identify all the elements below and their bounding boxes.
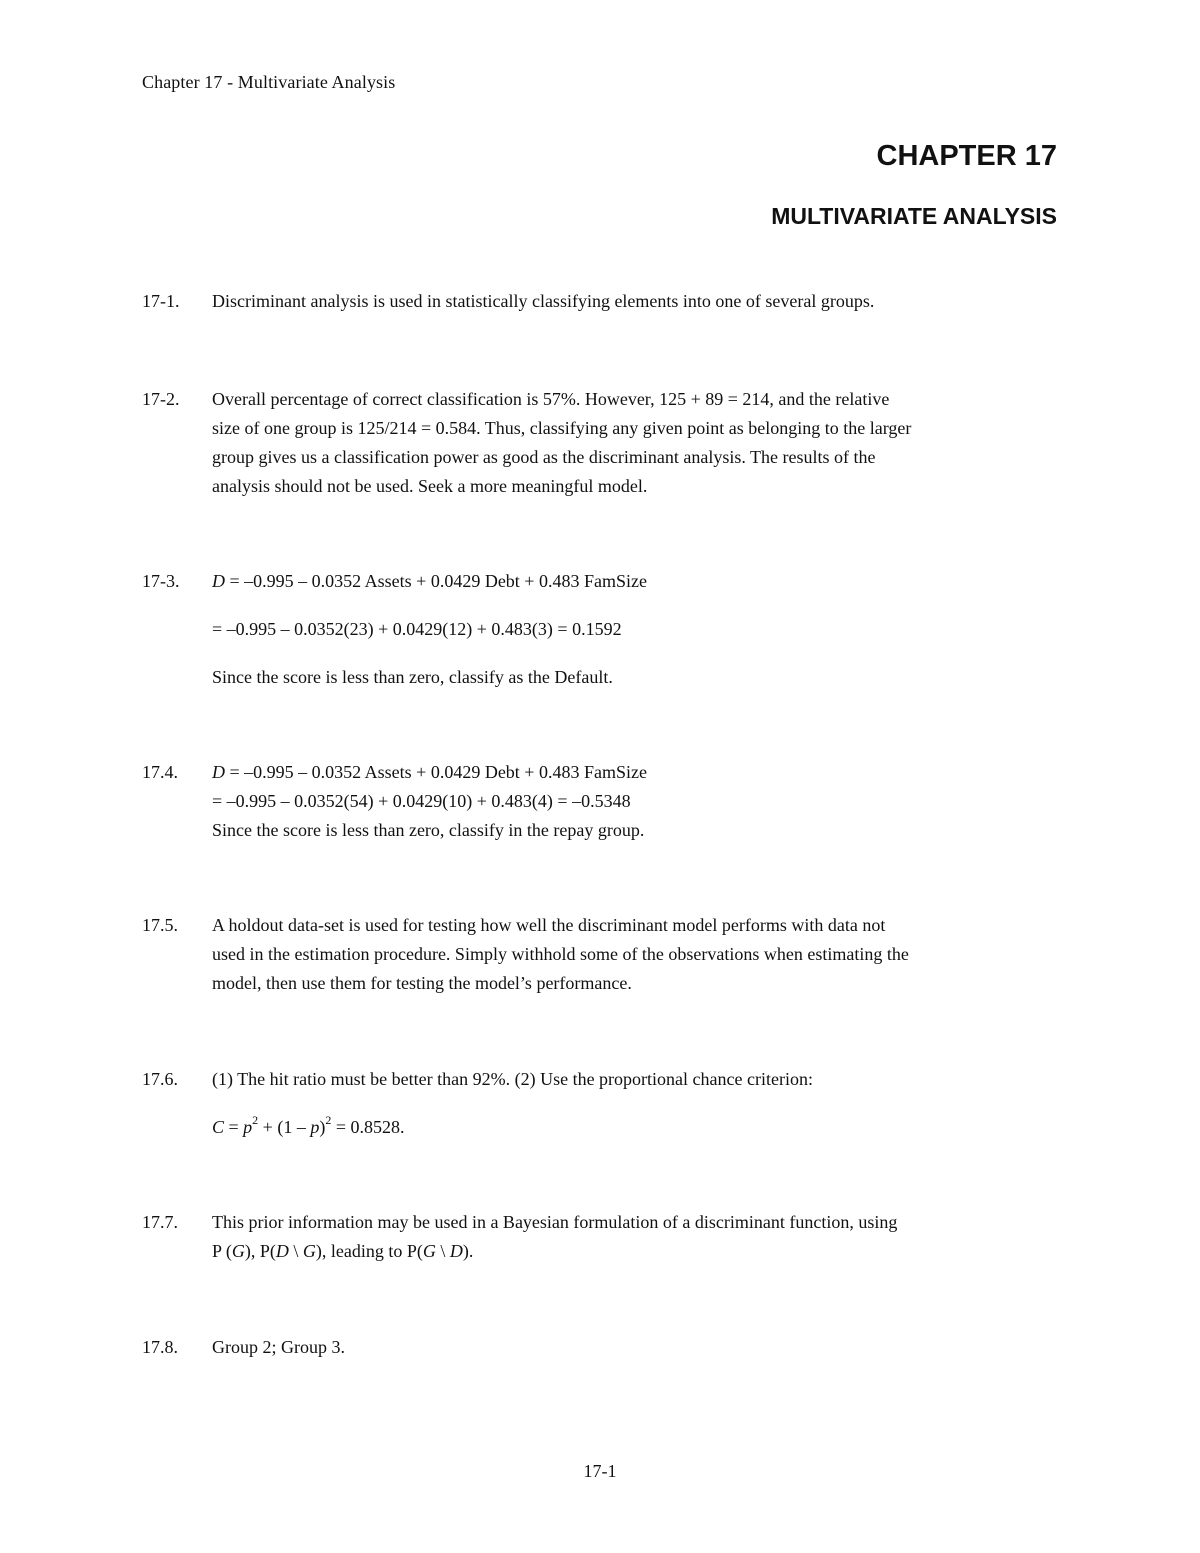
formula-equals: = xyxy=(224,1117,244,1137)
text-fragment: ), P( xyxy=(244,1241,276,1261)
answer-line: Overall percentage of correct classification is 57%. However, 125 + 89 = 214, and the relative xyxy=(212,389,890,409)
problem-number: 17.6. xyxy=(142,1069,178,1089)
problem-number: 17-1. xyxy=(142,291,180,311)
variable-p: p xyxy=(243,1117,253,1137)
variable-d: D xyxy=(275,1241,289,1261)
equation-line xyxy=(212,567,1062,596)
problem-number: 17-3. xyxy=(142,571,180,591)
variable-d: D xyxy=(449,1241,463,1261)
variable-d: D xyxy=(212,762,225,782)
problem-number: 17.8. xyxy=(142,1337,178,1357)
variable-p: p xyxy=(310,1117,320,1137)
formula-line xyxy=(212,1113,1062,1142)
exponent: 2 xyxy=(325,1113,332,1127)
equation-text: = –0.995 – 0.0352 Assets + 0.0429 Debt + 0.483 FamSize xyxy=(225,762,647,782)
formula-result: = 0.8528. xyxy=(331,1117,405,1137)
problem-body xyxy=(212,1065,1062,1142)
running-header: Chapter 17 - Multivariate Analysis xyxy=(142,72,396,92)
problem-17-4 xyxy=(142,758,1062,845)
problem-number: 17-2. xyxy=(142,389,180,409)
problem-number: 17.4. xyxy=(142,762,178,782)
equation-line xyxy=(212,758,1062,787)
answer-line: group gives us a classification power as good as the discriminant analysis. The results of the xyxy=(212,447,876,467)
variable-g: G xyxy=(422,1241,436,1261)
variable-c: C xyxy=(212,1117,225,1137)
problem-body xyxy=(212,758,1062,845)
answer-line xyxy=(212,1237,1062,1266)
conclusion-line: Since the score is less than zero, classify as the Default. xyxy=(212,667,613,687)
text-fragment: \ xyxy=(288,1241,303,1261)
answer-line: (1) The hit ratio must be better than 92%. (2) Use the proportional chance criterion: xyxy=(212,1069,813,1089)
problem-17-7 xyxy=(142,1208,1062,1266)
equation-line: = –0.995 – 0.0352(54) + 0.0429(10) + 0.483(4) = –0.5348 xyxy=(212,791,631,811)
variable-d: D xyxy=(212,571,225,591)
answer-line: analysis should not be used. Seek a more meaningful model. xyxy=(212,476,648,496)
variable-g: G xyxy=(302,1241,316,1261)
answer-line: size of one group is 125/214 = 0.584. Thus, classifying any given point as belonging to the larger xyxy=(212,418,912,438)
problem-17-1 xyxy=(142,287,1062,316)
answer-line: A holdout data-set is used for testing how well the discriminant model performs with data not xyxy=(212,915,886,935)
page-number: 17-1 xyxy=(583,1461,617,1481)
text-fragment: ), leading to P( xyxy=(315,1241,423,1261)
text-fragment: P ( xyxy=(212,1241,232,1261)
problem-body xyxy=(212,567,1062,692)
answer-line: model, then use them for testing the model’s performance. xyxy=(212,973,632,993)
answer-line: This prior information may be used in a Bayesian formulation of a discriminant function, using xyxy=(212,1212,898,1232)
text-fragment: \ xyxy=(435,1241,450,1261)
problem-17-2 xyxy=(142,385,1062,501)
problem-body xyxy=(212,1333,1062,1362)
chapter-subtitle: MULTIVARIATE ANALYSIS xyxy=(771,203,1057,229)
exponent: 2 xyxy=(252,1113,259,1127)
text-fragment: ). xyxy=(462,1241,474,1261)
problem-17-8 xyxy=(142,1333,1062,1362)
conclusion-line: Since the score is less than zero, classify in the repay group. xyxy=(212,820,645,840)
problem-number: 17.7. xyxy=(142,1212,178,1232)
problem-17-3 xyxy=(142,567,1062,692)
formula-text: + (1 – xyxy=(258,1117,311,1137)
chapter-title: CHAPTER 17 xyxy=(876,140,1057,172)
problem-number: 17.5. xyxy=(142,915,178,935)
problem-body xyxy=(212,911,1062,998)
formula-text: ) xyxy=(319,1117,326,1137)
problem-body xyxy=(212,385,1062,501)
problem-body xyxy=(212,287,1062,316)
answer-text: Discriminant analysis is used in statistically classifying elements into one of several groups. xyxy=(212,291,875,311)
problem-17-5 xyxy=(142,911,1062,998)
problem-17-6 xyxy=(142,1065,1062,1142)
variable-g: G xyxy=(231,1241,245,1261)
answer-line: used in the estimation procedure. Simply withhold some of the observations when estimating the xyxy=(212,944,909,964)
problem-body xyxy=(212,1208,1062,1266)
equation-text: = –0.995 – 0.0352 Assets + 0.0429 Debt + 0.483 FamSize xyxy=(225,571,647,591)
answer-line: Group 2; Group 3. xyxy=(212,1337,345,1357)
equation-line: = –0.995 – 0.0352(23) + 0.0429(12) + 0.483(3) = 0.1592 xyxy=(212,619,622,639)
